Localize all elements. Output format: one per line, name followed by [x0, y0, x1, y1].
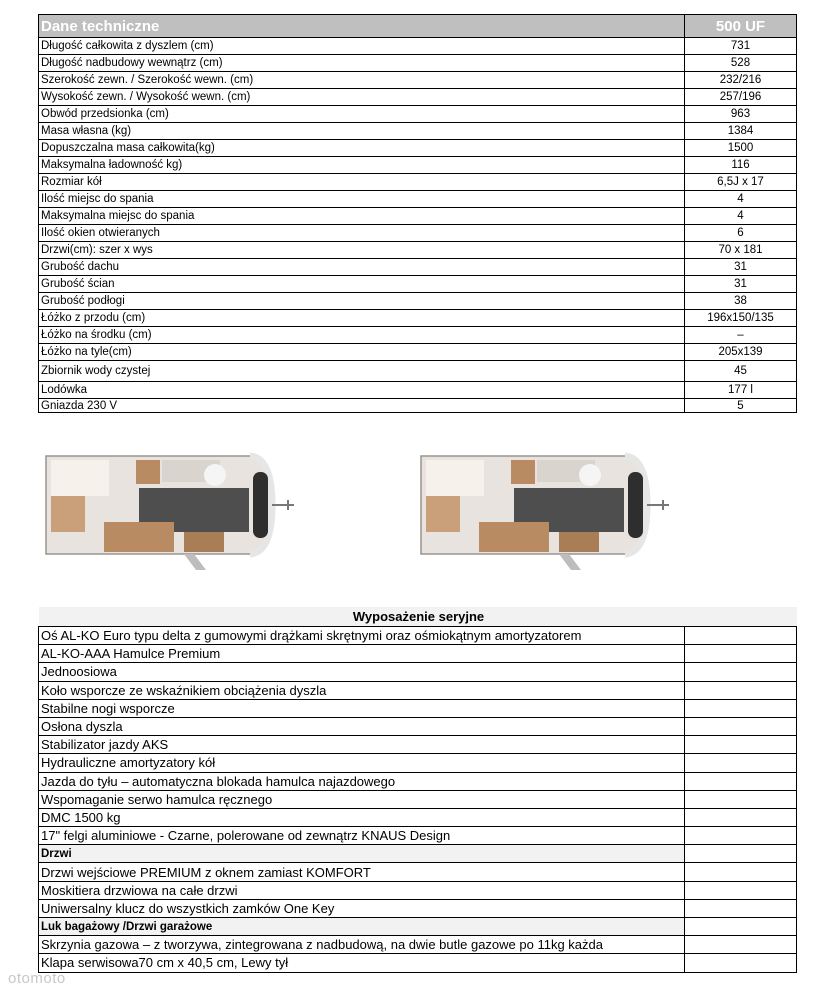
equipment-item: Wspomaganie serwo hamulca ręcznego: [39, 790, 685, 808]
equipment-item: Hydrauliczne amortyzatory kół: [39, 754, 685, 772]
tech-row: [39, 276, 797, 293]
tech-row: [39, 208, 797, 225]
tech-row: [39, 344, 797, 361]
equipment-item: Klapa serwisowa70 cm x 40,5 cm, Lewy tył: [39, 954, 685, 972]
tech-value: 116: [685, 157, 797, 174]
section-heading-luggage: Luk bagażowy /Drzwi garażowe: [39, 918, 685, 936]
tech-value: 31: [685, 276, 797, 293]
tech-row: [39, 382, 797, 399]
tech-label: Rozmiar kół: [39, 174, 685, 191]
equipment-item: Osłona dyszla: [39, 717, 685, 735]
section-spacer-cell: [685, 918, 797, 936]
equipment-check-cell: [685, 717, 797, 735]
equipment-row: [39, 699, 797, 717]
equipment-section-row: [39, 918, 797, 936]
section-heading-doors: Drzwi: [39, 845, 685, 863]
tech-row: [39, 174, 797, 191]
equipment-row: [39, 663, 797, 681]
equipment-check-cell: [685, 863, 797, 881]
tech-row: [39, 361, 797, 382]
equipment-row: [39, 808, 797, 826]
equipment-row: [39, 772, 797, 790]
tech-value: 205x139: [685, 344, 797, 361]
equipment-check-cell: [685, 627, 797, 645]
tech-value: 963: [685, 106, 797, 123]
tech-label: Grubość dachu: [39, 259, 685, 276]
tech-value: 70 x 181: [685, 242, 797, 259]
tech-label: Długość całkowita z dyszlem (cm): [39, 38, 685, 55]
equipment-check-cell: [685, 899, 797, 917]
equipment-title-row: [39, 607, 797, 627]
tech-row: [39, 106, 797, 123]
tech-label: Maksymalna ładowność kg): [39, 157, 685, 174]
tech-label: Maksymalna miejsc do spania: [39, 208, 685, 225]
equipment-title: Wyposażenie seryjne: [39, 607, 797, 627]
tech-row: [39, 89, 797, 106]
tech-label: Ilość okien otwieranych: [39, 225, 685, 242]
equipment-section-row: [39, 845, 797, 863]
tech-value: 31: [685, 259, 797, 276]
tech-value: 6: [685, 225, 797, 242]
tech-value: 38: [685, 293, 797, 310]
equipment-check-cell: [685, 645, 797, 663]
floor-plan-image: [44, 450, 299, 575]
tech-row: [39, 259, 797, 276]
equipment-row: [39, 717, 797, 735]
tech-label: Masa własna (kg): [39, 123, 685, 140]
tech-row: [39, 242, 797, 259]
equipment-row: [39, 863, 797, 881]
equipment-item: Drzwi wejściowe PREMIUM z oknem zamiast KOMFORT: [39, 863, 685, 881]
tech-label: Długość nadbudowy wewnątrz (cm): [39, 55, 685, 72]
equipment-item: DMC 1500 kg: [39, 808, 685, 826]
equipment-check-cell: [685, 699, 797, 717]
equipment-item: Stabilizator jazdy AKS: [39, 736, 685, 754]
equipment-item: Skrzynia gazowa – z tworzywa, zintegrowana z nadbudową, na dwie butle gazowe po 11kg każda: [39, 936, 685, 954]
equipment-check-cell: [685, 790, 797, 808]
standard-equipment-table: [38, 607, 797, 973]
tech-row: [39, 327, 797, 344]
tech-value: 731: [685, 38, 797, 55]
floor-plan-image: [419, 450, 674, 575]
tech-label: Gniazda 230 V: [39, 399, 685, 413]
equipment-item: Koło wsporcze ze wskaźnikiem obciążenia dyszla: [39, 681, 685, 699]
tech-label: Wysokość zewn. / Wysokość wewn. (cm): [39, 89, 685, 106]
technical-data-table: [38, 14, 797, 413]
tech-row: [39, 123, 797, 140]
equipment-check-cell: [685, 754, 797, 772]
section-spacer-cell: [685, 845, 797, 863]
tech-label: Łóżko na tyle(cm): [39, 344, 685, 361]
tech-row: [39, 72, 797, 89]
technical-data-title: Dane techniczne: [39, 15, 685, 38]
equipment-check-cell: [685, 936, 797, 954]
tech-label: Zbiornik wody czystej: [39, 361, 685, 382]
tech-label: Grubość podłogi: [39, 293, 685, 310]
tech-row: [39, 399, 797, 413]
equipment-item: Jazda do tyłu – automatyczna blokada hamulca najazdowego: [39, 772, 685, 790]
tech-value: 528: [685, 55, 797, 72]
tech-label: Łóżko na środku (cm): [39, 327, 685, 344]
equipment-row: [39, 681, 797, 699]
equipment-check-cell: [685, 772, 797, 790]
tech-value: 5: [685, 399, 797, 413]
equipment-item: Oś AL-KO Euro typu delta z gumowymi drążkami skrętnymi oraz ośmiokątnym amortyzatorem: [39, 627, 685, 645]
tech-row: [39, 293, 797, 310]
tech-row: [39, 157, 797, 174]
tech-value: 196x150/135: [685, 310, 797, 327]
tech-row: [39, 55, 797, 72]
tech-label: Lodówka: [39, 382, 685, 399]
equipment-item: Stabilne nogi wsporcze: [39, 699, 685, 717]
tech-row: [39, 225, 797, 242]
equipment-item: Jednoosiowa: [39, 663, 685, 681]
model-name: 500 UF: [685, 15, 797, 38]
tech-label: Ilość miejsc do spania: [39, 191, 685, 208]
equipment-row: [39, 899, 797, 917]
equipment-item: 17" felgi aluminiowe - Czarne, polerowane od zewnątrz KNAUS Design: [39, 827, 685, 845]
equipment-check-cell: [685, 736, 797, 754]
tech-label: Szerokość zewn. / Szerokość wewn. (cm): [39, 72, 685, 89]
tech-label: Łóżko z przodu (cm): [39, 310, 685, 327]
equipment-check-cell: [685, 827, 797, 845]
equipment-row: [39, 754, 797, 772]
equipment-check-cell: [685, 881, 797, 899]
technical-data-header: [39, 15, 797, 38]
watermark-text: otomoto: [8, 970, 66, 987]
tech-value: 6,5J x 17: [685, 174, 797, 191]
tech-value: 177 l: [685, 382, 797, 399]
tech-value: 232/216: [685, 72, 797, 89]
tech-label: Drzwi(cm): szer x wys: [39, 242, 685, 259]
tech-value: 4: [685, 191, 797, 208]
equipment-row: [39, 954, 797, 972]
tech-row: [39, 191, 797, 208]
equipment-check-cell: [685, 663, 797, 681]
tech-value: 1384: [685, 123, 797, 140]
equipment-row: [39, 936, 797, 954]
equipment-check-cell: [685, 954, 797, 972]
equipment-row: [39, 645, 797, 663]
tech-row: [39, 38, 797, 55]
tech-value: 4: [685, 208, 797, 225]
tech-value: 45: [685, 361, 797, 382]
equipment-row: [39, 790, 797, 808]
tech-label: Obwód przedsionka (cm): [39, 106, 685, 123]
equipment-item: Moskitiera drzwiowa na całe drzwi: [39, 881, 685, 899]
equipment-check-cell: [685, 808, 797, 826]
equipment-check-cell: [685, 681, 797, 699]
tech-value: 1500: [685, 140, 797, 157]
equipment-row: [39, 881, 797, 899]
equipment-row: [39, 736, 797, 754]
tech-row: [39, 310, 797, 327]
equipment-row: [39, 627, 797, 645]
tech-label: Dopuszczalna masa całkowita(kg): [39, 140, 685, 157]
tech-value: 257/196: [685, 89, 797, 106]
tech-value: –: [685, 327, 797, 344]
equipment-item: AL-KO-AAA Hamulce Premium: [39, 645, 685, 663]
tech-row: [39, 140, 797, 157]
equipment-item: Uniwersalny klucz do wszystkich zamków One Key: [39, 899, 685, 917]
tech-label: Grubość ścian: [39, 276, 685, 293]
equipment-row: [39, 827, 797, 845]
